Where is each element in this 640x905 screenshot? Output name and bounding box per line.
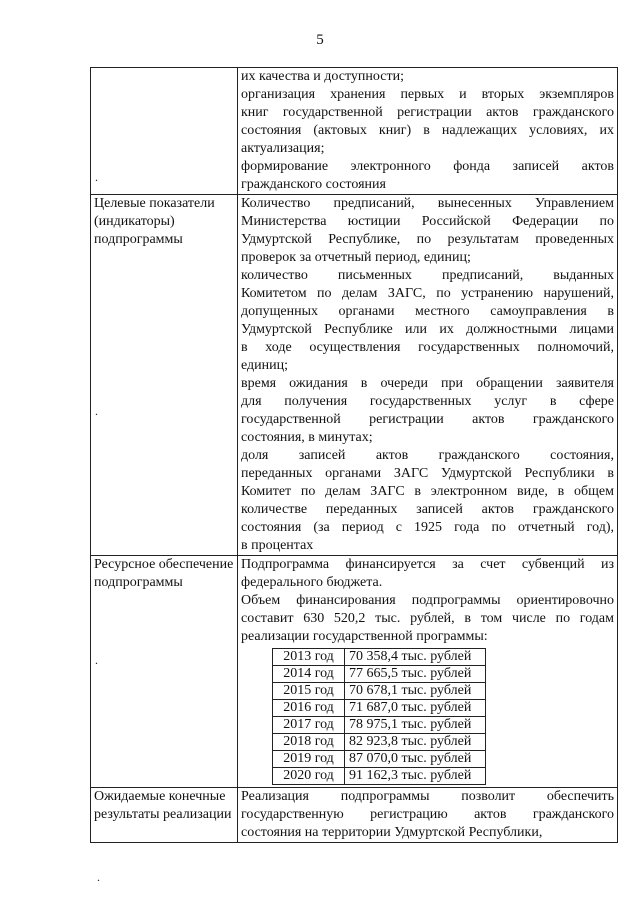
row-label: Ресурсное обеспечение подпрограммы .	[91, 556, 238, 788]
text-line: состояния на территории Удмуртской Республики,	[241, 825, 543, 840]
row-label: Целевые показатели (индикаторы) подпрограммы .	[91, 195, 238, 556]
funding-year: 2015 год	[273, 683, 345, 700]
row-content	[238, 68, 618, 195]
scan-mark: .	[95, 404, 98, 418]
funding-row	[273, 666, 486, 683]
funding-year: 2017 год	[273, 717, 345, 734]
funding-amount: 71 687,0 тыс. рублей	[345, 700, 486, 717]
paragraph	[241, 556, 614, 592]
paragraph	[241, 447, 614, 555]
funding-year: 2013 год	[273, 649, 345, 666]
funding-amount: 82 923,8 тыс. рублей	[345, 734, 486, 751]
text-line: федерального бюджета.	[241, 575, 383, 590]
funding-year: 2014 год	[273, 666, 345, 683]
row-label	[91, 68, 238, 195]
funding-year: 2016 год	[273, 700, 345, 717]
text-line: в процентах	[241, 538, 314, 553]
text-line: книг государственной регистрации актов гражданского	[241, 105, 614, 120]
funding-year: 2020 год	[273, 768, 345, 785]
text-line: доля записей актов гражданского состояния,	[241, 448, 614, 463]
scan-mark: .	[95, 653, 98, 667]
funding-amount: 87 070,0 тыс. рублей	[345, 751, 486, 768]
funding-year: 2018 год	[273, 734, 345, 751]
paragraph	[241, 375, 614, 447]
funding-by-year-table	[272, 648, 486, 785]
paragraph	[241, 158, 614, 194]
text-line: реализации государственной программы:	[241, 629, 488, 644]
text-line: количество письменных предписаний, выданных	[241, 268, 614, 283]
text-line: допущенных органами местного самоуправления в	[241, 304, 614, 319]
funding-row	[273, 734, 486, 751]
text-line: Министерства юстиции Российской Федерации по	[241, 214, 614, 229]
text-line: время ожидания в очереди при обращении заявителя	[241, 376, 614, 391]
text-line: переданных органами ЗАГС Удмуртской Республики в	[241, 466, 614, 481]
funding-row	[273, 649, 486, 666]
scan-mark: .	[95, 170, 98, 184]
paragraph	[241, 195, 614, 267]
funding-row	[273, 683, 486, 700]
funding-amount: 70 358,4 тыс. рублей	[345, 649, 486, 666]
paragraph	[241, 592, 614, 646]
text-line: Количество предписаний, вынесенных Управлением	[241, 196, 614, 211]
funding-amount: 91 162,3 тыс. рублей	[345, 768, 486, 785]
text-line: Удмуртской Республике, по результатам проведенных	[241, 232, 614, 247]
row-content	[238, 195, 618, 556]
row-expected-results	[91, 788, 618, 843]
paragraph	[241, 68, 614, 86]
text-line: Реализация подпрограммы позволит обеспечить	[241, 789, 614, 804]
text-line: состояния, в минутах;	[241, 430, 373, 445]
funding-row	[273, 751, 486, 768]
funding-amount: 70 678,1 тыс. рублей	[345, 683, 486, 700]
text-line: составит 630 520,2 тыс. рублей, в том числе по годам	[241, 611, 614, 626]
funding-amount: 77 665,5 тыс. рублей	[345, 666, 486, 683]
text-line: Комитетом по делам ЗАГС, по устранению нарушений,	[241, 286, 614, 301]
text-line: гражданского состояния	[241, 177, 386, 192]
text-line: единиц;	[241, 358, 289, 373]
text-line: в ходе осуществления государственных полномочий,	[241, 340, 614, 355]
funding-amount: 78 975,1 тыс. рублей	[345, 717, 486, 734]
passport-table	[90, 67, 618, 843]
page-number: 5	[316, 32, 324, 48]
text-line: количестве переданных записей актов гражданского	[241, 502, 614, 517]
text-line: состояния (актовых книг) в надлежащих условиях, их	[241, 123, 614, 138]
funding-row	[273, 768, 486, 785]
text-line: формирование электронного фонда записей актов	[241, 159, 614, 174]
scan-mark: .	[97, 870, 100, 884]
paragraph	[241, 86, 614, 158]
text-line: для получения государственных услуг в сфере	[241, 394, 614, 409]
paragraph	[241, 788, 614, 842]
row-label: Ожидаемые конечные результаты реализации	[91, 788, 238, 843]
text-line: государственной регистрации актов гражданского	[241, 412, 614, 427]
funding-year: 2019 год	[273, 751, 345, 768]
text-line: государственную регистрацию актов гражданского	[241, 807, 614, 822]
text-line: состояния (за период с 1925 года по отчетный год),	[241, 520, 614, 535]
row-resource-provision	[91, 556, 618, 788]
row-target-indicators	[91, 195, 618, 556]
row-content	[238, 556, 618, 788]
funding-row	[273, 717, 486, 734]
funding-row	[273, 700, 486, 717]
text-line: Подпрограмма финансируется за счет субвенций из	[241, 557, 614, 572]
paragraph	[241, 267, 614, 375]
row-content	[238, 788, 618, 843]
text-line: организация хранения первых и вторых экземпляров	[241, 87, 614, 102]
text-line: их качества и доступности;	[241, 69, 404, 84]
text-line: актуализация;	[241, 141, 325, 156]
text-line: Объем финансирования подпрограммы ориентировочно	[241, 593, 614, 608]
text-line: проверок за отчетный период, единиц;	[241, 250, 471, 265]
row-continuation	[91, 68, 618, 195]
text-line: Удмуртской Республике или их должностными лицами	[241, 322, 614, 337]
text-line: Комитет по делам ЗАГС в электронном виде, в общем	[241, 484, 614, 499]
